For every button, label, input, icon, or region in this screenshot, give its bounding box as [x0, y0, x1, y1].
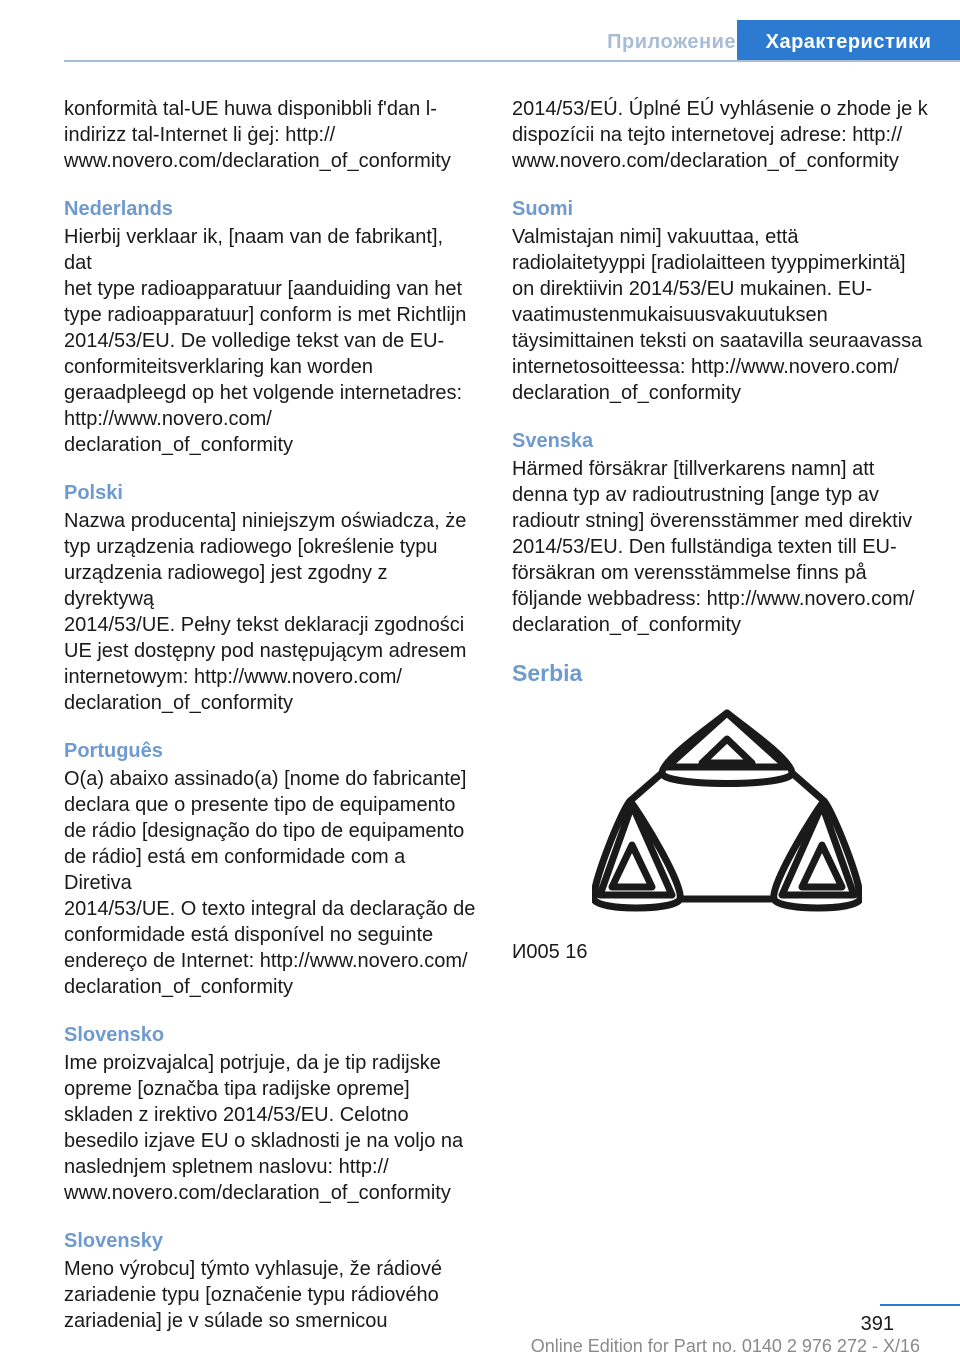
tab-specifications[interactable]: Характеристики [737, 20, 960, 62]
page-number: 391 [860, 1313, 894, 1335]
left-column [64, 96, 476, 1356]
section-text-nederlands: Hierbij verklaar ik, [naam van de fabrikant], dat het type radioapparatuur [aanduiding van het type radioapparatuur] conform is met Richtlijn 2014/53/EU. De volledige tekst van de EU- conformiteitsverklaring kan worden geraadpleegd op het volgende internetadres: http://www.novero.com/ declaration_of_conformity [64, 226, 467, 456]
mark-code: И005 16 [512, 941, 588, 963]
continued-text: konformità tal-UE huwa disponibbli f'dan l- indirizz tal-Internet li ġej: http:// www.novero.com/declaration_of_conformity [64, 98, 451, 172]
section-heading-serbia: Serbia [512, 660, 583, 686]
section-heading-polski: Polski [64, 482, 123, 504]
section-heading-nederlands: Nederlands [64, 198, 173, 220]
section-text-portugues: O(a) abaixo assinado(a) [nome do fabricante] declara que o presente tipo de equipamento de rádio [designação do tipo de equipamento de rádio] está em conformidade com a Diretiva 2014/53/UE. O texto integral da declaração de conformidade está disponível no seguinte endereço de Internet: http://www.novero.com/ declaration_of_conformity [64, 768, 476, 998]
edition-note: Online Edition for Part no. 0140 2 976 272 - X/16 [530, 1336, 920, 1356]
tab-appendix[interactable]: Приложение [607, 31, 736, 53]
page-header [0, 20, 960, 62]
section-text-svenska: Härmed försäkrar [tillverkarens namn] att denna typ av radioutrustning [ange typ av radioutr stning] överensstämmer med direktiv 2014/53/EU. Den fullständiga texten till EU- försäkran om verensstämmelse finns på följande webbadress: http://www.novero.com/ declaration_of_conformity [512, 458, 915, 636]
section-heading-slovensko: Slovensko [64, 1024, 165, 1046]
footer-divider [880, 1304, 960, 1306]
section-heading-svenska: Svenska [512, 430, 594, 452]
section-text-suomi: Valmistajan nimi] vakuuttaa, että radiolaitetyyppi [radiolaitteen tyyppimerkintä] on direktiivin 2014/53/EU mukainen. EU- vaatimustenmukaisuusvakuutuksen täysimittainen teksti on saatavilla seuraavassa internetosoitteessa: http://www.novero.com/ declaration_of_conformity [512, 226, 923, 404]
section-text-slovensko: Ime proizvajalca] potrjuje, da je tip radijske opreme [označba tipa radijske opreme] skladen z irektivo 2014/53/EU. Celotno besedilo izjave EU o skladnosti je na voljo na naslednjem spletnem naslovu: http:// www.novero.com/declaration_of_conformity [64, 1052, 464, 1204]
section-heading-suomi: Suomi [512, 198, 574, 220]
section-heading-portugues: Português [64, 740, 163, 762]
header-divider [64, 60, 960, 62]
section-heading-slovensky: Slovensky [64, 1230, 163, 1252]
continued-text-right: 2014/53/EÚ. Úplné EÚ vyhlásenie o zhode je k dispozícii na tejto internetovej adrese: http:// www.novero.com/declaration_of_conformity [512, 98, 928, 172]
section-text-slovensky: Meno výrobcu] týmto vyhlasuje, že rádiové zariadenie typu [označenie typu rádiového zariadenia] je v súlade so smernicou [64, 1258, 442, 1332]
section-text-polski: Nazwa producenta] niniejszym oświadcza, że typ urządzenia radiowego [określenie typu urządzenia radiowego] jest zgodny z dyrektywą 2014/53/UE. Pełny tekst deklaracji zgodności UE jest dostępny pod następującym adresem internetowym: http://www.novero.com/ declaration_of_conformity [64, 510, 467, 714]
right-column [512, 96, 932, 965]
serbian-conformity-triangles-icon [592, 705, 862, 925]
